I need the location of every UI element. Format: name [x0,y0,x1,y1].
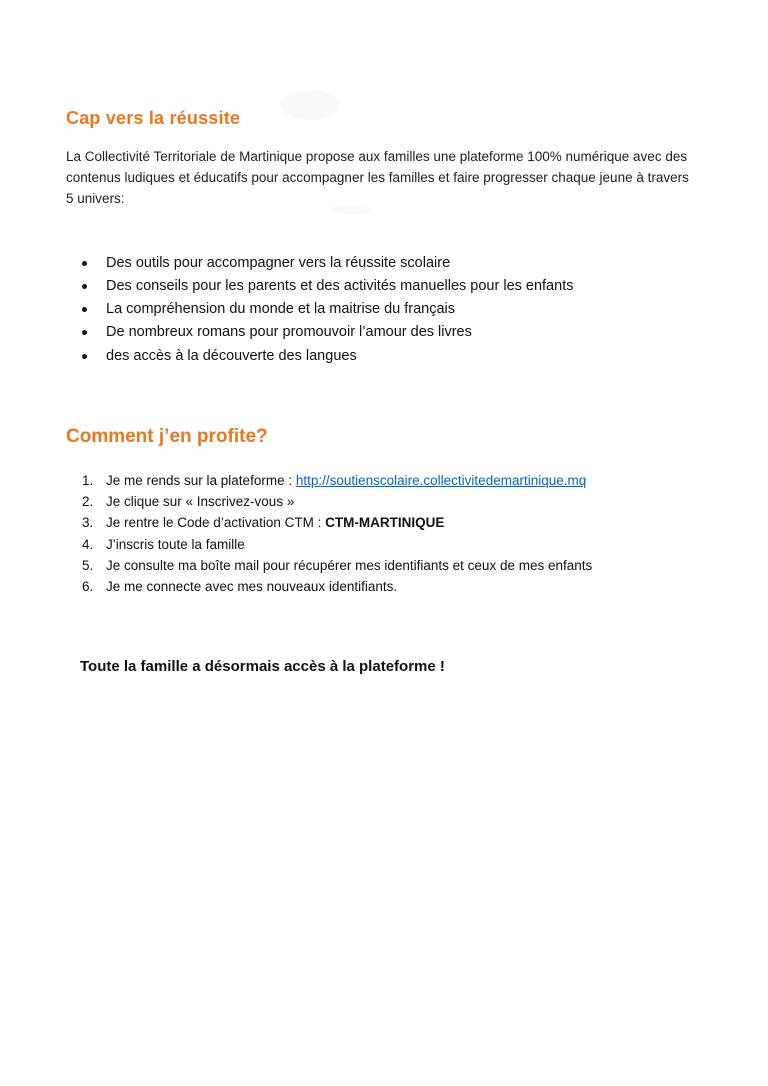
list-item-label: Des outils pour accompagner vers la réussite scolaire [106,254,451,271]
list-item-label: De nombreux romans pour promouvoir l’amour des livres [106,324,472,341]
platform-features-list [66,252,698,368]
list-item [82,321,698,344]
section-title-cap-vers-la-reussite: Cap vers la réussite [66,108,241,128]
bullet-dot-icon [82,330,87,335]
list-item-label: La compréhension du monde et la maitrise du français [106,301,455,318]
step-text: Je consulte ma boîte mail pour récupérer mes identifiants et ceux de mes enfants [106,558,593,574]
step-item [82,512,698,533]
list-item [82,345,698,368]
step-number: 6. [82,579,94,595]
step-text: Je clique sur « Inscrivez-vous » [106,494,295,510]
step-text [106,470,698,491]
step-item [82,491,698,512]
step-number: 2. [82,494,94,510]
step-number: 1. [82,472,94,488]
bullet-dot-icon [82,261,87,266]
intro-paragraph: La Collectivité Territoriale de Martinique propose aux familles une plateforme 100% numérique avec des contenus ludiques et éducatifs pour accompagner les familles et faire progresser chaque jeune à travers 5 univers: [66,149,689,206]
list-item [82,275,698,298]
bullet-dot-icon [82,354,87,359]
bullet-dot-icon [82,307,87,312]
step-prefix: Je rentre le Code d’activation CTM : [106,515,326,531]
step-item [82,576,698,597]
registration-steps-list [66,470,698,598]
step-item [82,534,698,555]
list-item-label: des accès à la découverte des langues [106,347,357,364]
list-item-label: Des conseils pour les parents et des activités manuelles pour les enfants [106,277,574,294]
section-title-comment-jen-profite: Comment j’en profite? [66,425,268,447]
list-item [82,252,698,275]
step-item [82,555,698,576]
step-text: J’inscris toute la famille [106,536,245,552]
step-number: 3. [82,515,94,531]
step-prefix: Je me rends sur la plateforme : [106,472,296,488]
step-text: Je me connecte avec mes nouveaux identifiants. [106,579,398,595]
step-number: 5. [82,558,94,574]
closing-statement: Toute la famille a désormais accès à la plateforme ! [80,657,445,675]
activation-code: CTM-MARTINIQUE [325,515,445,531]
step-text [106,512,698,533]
bullet-dot-icon [82,284,87,289]
list-item [82,298,698,321]
step-item [82,470,698,491]
step-number: 4. [82,536,94,552]
platform-link[interactable]: http://soutienscolaire.collectivitedemartinique.mq [295,472,587,488]
